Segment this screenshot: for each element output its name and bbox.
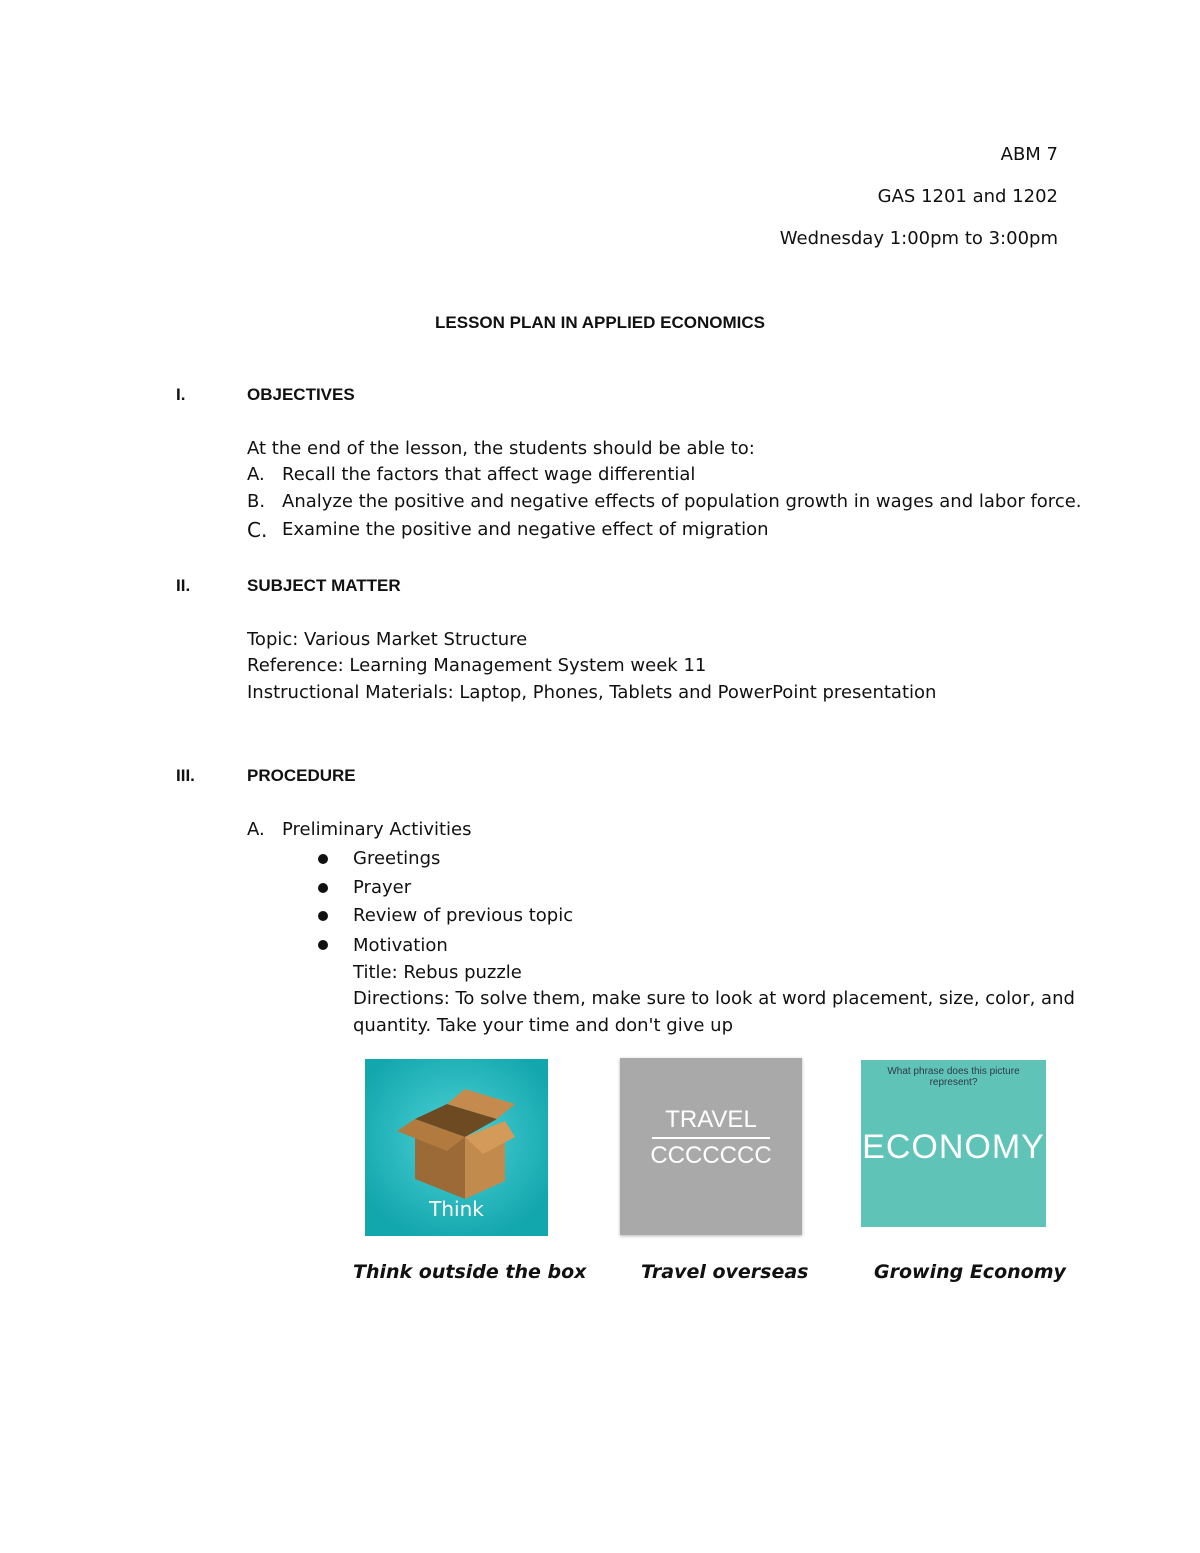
header-schedule: Wednesday 1:00pm to 3:00pm xyxy=(779,228,1058,249)
subject-matter-heading: SUBJECT MATTER xyxy=(247,576,401,595)
bullet-item-review: Review of previous topic xyxy=(353,905,574,926)
objective-text-c: Examine the positive and negative effect of migration xyxy=(282,519,769,540)
puzzle-image-travel xyxy=(620,1058,802,1235)
procedure-heading: PROCEDURE xyxy=(247,766,356,785)
objective-letter-c: C. xyxy=(247,518,268,542)
procedure-numeral: III. xyxy=(176,766,195,785)
header-class: ABM 7 xyxy=(1000,144,1058,165)
objectives-intro: At the end of the lesson, the students should be able to: xyxy=(247,438,755,459)
motivation-title: Title: Rebus puzzle xyxy=(353,962,522,983)
caption-travel: Travel overseas xyxy=(641,1261,809,1283)
header-subjects: GAS 1201 and 1202 xyxy=(877,186,1058,207)
bullet-item-prayer: Prayer xyxy=(353,877,412,898)
caption-think: Think outside the box xyxy=(353,1261,587,1283)
puzzle-image-think xyxy=(365,1059,548,1236)
subject-reference: Reference: Learning Management System week 11 xyxy=(247,655,707,676)
puzzle-economy-prompt: What phrase does this picture represent? xyxy=(887,1066,1020,1088)
puzzle-travel-bottom: CCCCCCC xyxy=(650,1142,772,1169)
objective-text-b: Analyze the positive and negative effects of population growth in wages and labor force. xyxy=(282,491,1082,512)
bullet-icon xyxy=(318,883,328,893)
bullet-icon xyxy=(318,940,328,950)
objectives-heading: OBJECTIVES xyxy=(247,385,355,404)
puzzle-think-word: Think xyxy=(429,1197,484,1221)
objectives-numeral: I. xyxy=(176,385,186,404)
puzzle-divider xyxy=(652,1137,770,1139)
procedure-sub-heading: Preliminary Activities xyxy=(282,819,472,840)
subject-matter-numeral: II. xyxy=(176,576,191,595)
subject-materials: Instructional Materials: Laptop, Phones, Tablets and PowerPoint presentation xyxy=(247,682,937,703)
objective-letter-a: A. xyxy=(247,464,265,485)
caption-economy: Growing Economy xyxy=(874,1261,1066,1283)
bullet-item-motivation: Motivation xyxy=(353,935,448,956)
motivation-directions-line1: Directions: To solve them, make sure to look at word placement, size, color, and xyxy=(353,988,1075,1009)
bullet-icon xyxy=(318,854,328,864)
motivation-directions-line2: quantity. Take your time and don't give up xyxy=(353,1015,733,1036)
bullet-item-greetings: Greetings xyxy=(353,848,441,869)
puzzle-travel-top: TRAVEL xyxy=(665,1106,757,1133)
objective-text-a: Recall the factors that affect wage differential xyxy=(282,464,696,485)
puzzle-economy-word: ECONOMY xyxy=(862,1128,1045,1166)
procedure-sub-letter: A. xyxy=(247,819,265,840)
objective-letter-b: B. xyxy=(247,491,266,512)
subject-topic: Topic: Various Market Structure xyxy=(247,629,528,650)
puzzle-image-economy xyxy=(861,1060,1046,1227)
bullet-icon xyxy=(318,911,328,921)
page-title: LESSON PLAN IN APPLIED ECONOMICS xyxy=(435,313,765,332)
